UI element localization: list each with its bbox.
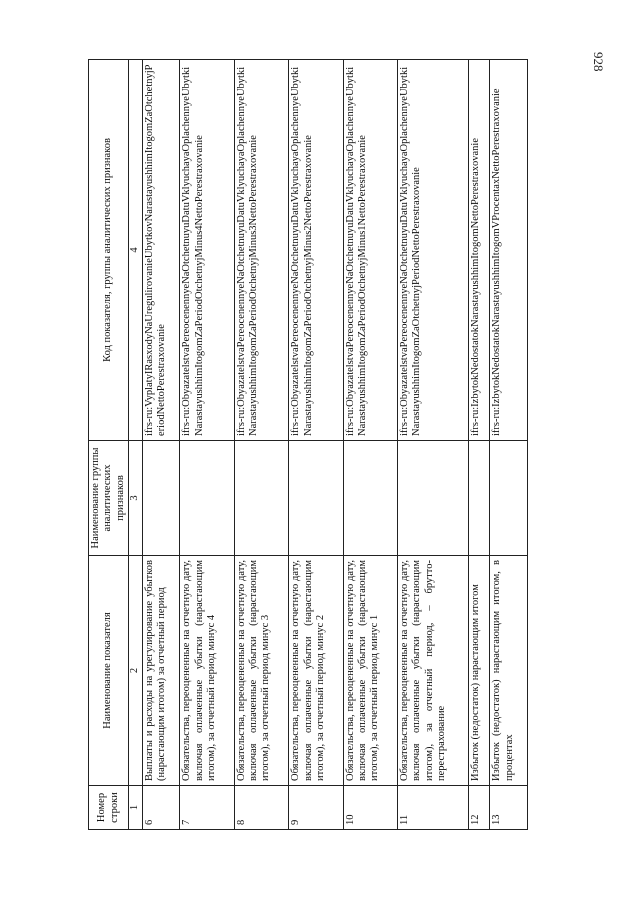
column-number: 4 xyxy=(129,60,142,441)
table-row xyxy=(142,60,180,830)
rotated-table-container xyxy=(88,60,528,830)
row-number: 8 xyxy=(234,786,288,830)
row-number: 13 xyxy=(490,786,528,830)
group-name xyxy=(180,441,234,556)
indicator-name: Обязательства, переоцененные на отчетную дату, включая оплаченные убытки (нарастающим итогом), за отчетный период минус 4 xyxy=(180,556,234,786)
row-number: 7 xyxy=(180,786,234,830)
indicator-name: Выплаты и расходы на урегулирование убытков (нарастающим итогом) за отчетный период xyxy=(142,556,180,786)
table-row xyxy=(469,60,490,830)
indicator-name: Обязательства, переоцененные на отчетную дату, включая оплаченные убытки (нарастающим итогом), за отчетный период, – брутто-перестрахование xyxy=(398,556,469,786)
group-name xyxy=(490,441,528,556)
column-number: 1 xyxy=(129,786,142,830)
header-row xyxy=(89,60,129,830)
row-number: 9 xyxy=(289,786,343,830)
column-number-row xyxy=(129,60,142,830)
indicator-code: ifrs-ru:VyplatyIRasxodyNaUregulirovanieUbytkovNarastayushhimItogomZaOtchetnyjPeriodNettoPerestraxovanie xyxy=(142,60,180,441)
row-number: 11 xyxy=(398,786,469,830)
table-row xyxy=(490,60,528,830)
table-row xyxy=(289,60,343,830)
header-row-number: Номер строки xyxy=(89,786,129,830)
table-row xyxy=(234,60,288,830)
row-number: 6 xyxy=(142,786,180,830)
page-number: 928 xyxy=(591,52,606,72)
group-name xyxy=(289,441,343,556)
header-code: Код показателя, группы аналитических признаков xyxy=(89,60,129,441)
group-name xyxy=(343,441,397,556)
indicator-code: ifrs-ru:ObyazatelstvaPereocenennyeNaOtchetnuyuDatuVklyuchayaOplachennyeUbytkiNarastayushhimItogomZaPeriodOtchetnyjMinus4NettoPerestraxovanie xyxy=(180,60,234,441)
group-name xyxy=(469,441,490,556)
table-row xyxy=(343,60,397,830)
indicator-code: ifrs-ru:IzbytokNedostatokNarastayushhimItogomNettoPerestraxovanie xyxy=(469,60,490,441)
indicator-name: Обязательства, переоцененные на отчетную дату, включая оплаченные убытки (нарастающим итогом), за отчетный период минус 2 xyxy=(289,556,343,786)
table-row xyxy=(180,60,234,830)
indicator-name: Избыток (недостаток) нарастающим итогом, в процентах xyxy=(490,556,528,786)
indicator-code: ifrs-ru:IzbytokNedostatokNarastayushhimItogomVProcentaxNettoPerestraxovanie xyxy=(490,60,528,441)
column-number: 2 xyxy=(129,556,142,786)
indicator-code: ifrs-ru:ObyazatelstvaPereocenennyeNaOtchetnuyuDatuVklyuchayaOplachennyeUbytkiNarastayushhimItogomZaPeriodOtchetnyjMinus1NettoPerestraxovanie xyxy=(343,60,397,441)
indicator-name: Обязательства, переоцененные на отчетную дату, включая оплаченные убытки (нарастающим итогом), за отчетный период минус 1 xyxy=(343,556,397,786)
indicator-name: Обязательства, переоцененные на отчетную дату, включая оплаченные убытки (нарастающим итогом), за отчетный период минус 3 xyxy=(234,556,288,786)
table-row xyxy=(398,60,469,830)
group-name xyxy=(234,441,288,556)
indicator-code: ifrs-ru:ObyazatelstvaPereocenennyeNaOtchetnuyuDatuVklyuchayaOplachennyeUbytkiNarastayushhimItogomZaPeriodOtchetnyjMinus3NettoPerestraxovanie xyxy=(234,60,288,441)
header-group-name: Наименование группы аналитических признаков xyxy=(89,441,129,556)
row-number: 10 xyxy=(343,786,397,830)
header-indicator-name: Наименование показателя xyxy=(89,556,129,786)
indicator-code: ifrs-ru:ObyazatelstvaPereocenennyeNaOtchetnuyuDatuVklyuchayaOplachennyeUbytkiNarastayushhimItogomZaPeriodOtchetnyjMinus2NettoPerestraxovanie xyxy=(289,60,343,441)
group-name xyxy=(398,441,469,556)
row-number: 12 xyxy=(469,786,490,830)
group-name xyxy=(142,441,180,556)
indicator-code: ifrs-ru:ObyazatelstvaPereocenennyeNaOtchetnuyuDatuVklyuchayaOplachennyeUbytkiNarastayushhimItogomZaOtchetnyjPeriodNettoPerestraxovanie xyxy=(398,60,469,441)
column-number: 3 xyxy=(129,441,142,556)
indicator-name: Избыток (недостаток) нарастающим итогом xyxy=(469,556,490,786)
indicator-table xyxy=(88,59,528,830)
